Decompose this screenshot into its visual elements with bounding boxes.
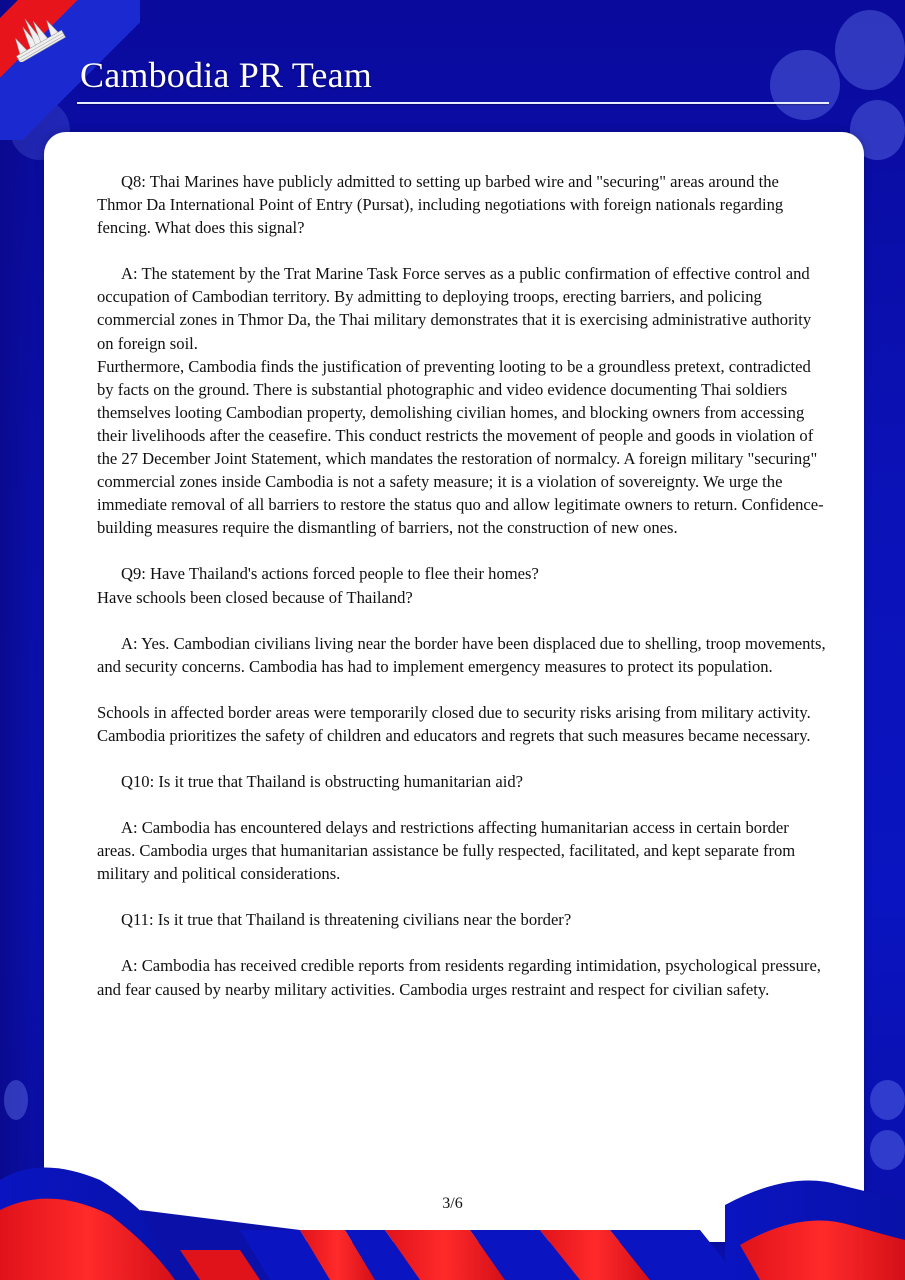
decorative-flower-icon [870,1080,905,1120]
header-divider [77,102,829,104]
question-q11: Q11: Is it true that Thailand is threatening civilians near the border? [121,910,572,930]
question-q9: Q9: Have Thailand's actions forced people to flee their homes? [121,564,539,584]
decorative-flower-icon [835,10,905,90]
question-q10: Q10: Is it true that Thailand is obstructing humanitarian aid? [121,771,524,791]
decorative-flower-icon [770,50,840,120]
document-body [97,170,827,1001]
page-number: 3/6 [442,1195,463,1212]
answer-q9-paragraph: Schools in affected border areas were temporarily closed due to security risks arising from military activity. Cambodia prioritizes the safety of children and educators and regrets that such measures became necessary. [97,702,811,745]
answer-q10-paragraph: A: Cambodia has encountered delays and restrictions affecting humanitarian access in certain border areas. Cambodia urges that humanitarian assistance be fully respected, facilitated, and kept separate from military and political considerations. [97,818,796,884]
question-q8: Q8: Thai Marines have publicly admitted to setting up barbed wire and "securing" areas around the Thmor Da International Point of Entry (Pursat), including negotiations with foreign nationals regarding fencing. What does this signal? [97,172,784,238]
answer-q8-paragraph: Furthermore, Cambodia finds the justification of preventing looting to be a groundless pretext, contradicted by facts on the ground. There is substantial photographic and video evidence documenting Thai soldiers themselves looting Cambodian property, demolishing civilian homes, and blocking owners from accessing their livelihoods after the ceasefire. This conduct restricts the movement of people and goods in violation of the 27 December Joint Statement, which mandates the restoration of normalcy. A foreign military "securing" commercial zones inside Cambodia is not a safety measure; it is a violation of sovereignty. We urge the immediate removal of all barriers to restore the status quo and allow legitimate owners to return. Confidence-building measures require the dismantling of barriers, not the construction of new ones. [97,356,824,538]
answer-q9-paragraph: A: Yes. Cambodian civilians living near the border have been displaced due to shelling, troop movements, and security concerns. Cambodia has had to implement emergency measures to protect its population. [97,633,826,676]
angkor-temple-icon [6,14,66,62]
question-q9-line2: Have schools been closed because of Thailand? [97,587,413,607]
page-title: Cambodia PR Team [80,55,372,95]
decorative-flower-icon [4,1080,28,1120]
answer-q11-paragraph: A: Cambodia has received credible reports from residents regarding intimidation, psychological pressure, and fear caused by nearby military activities. Cambodia urges restraint and respect for civilian safety. [97,956,821,999]
flag-ribbon-decoration [0,1160,905,1280]
answer-q8-paragraph: A: The statement by the Trat Marine Task Force serves as a public confirmation of effective control and occupation of Cambodian territory. By admitting to deploying troops, erecting barriers, and policing commercial zones in Thmor Da, the Thai military demonstrates that it is exercising administrative authority on foreign soil. [97,264,812,353]
